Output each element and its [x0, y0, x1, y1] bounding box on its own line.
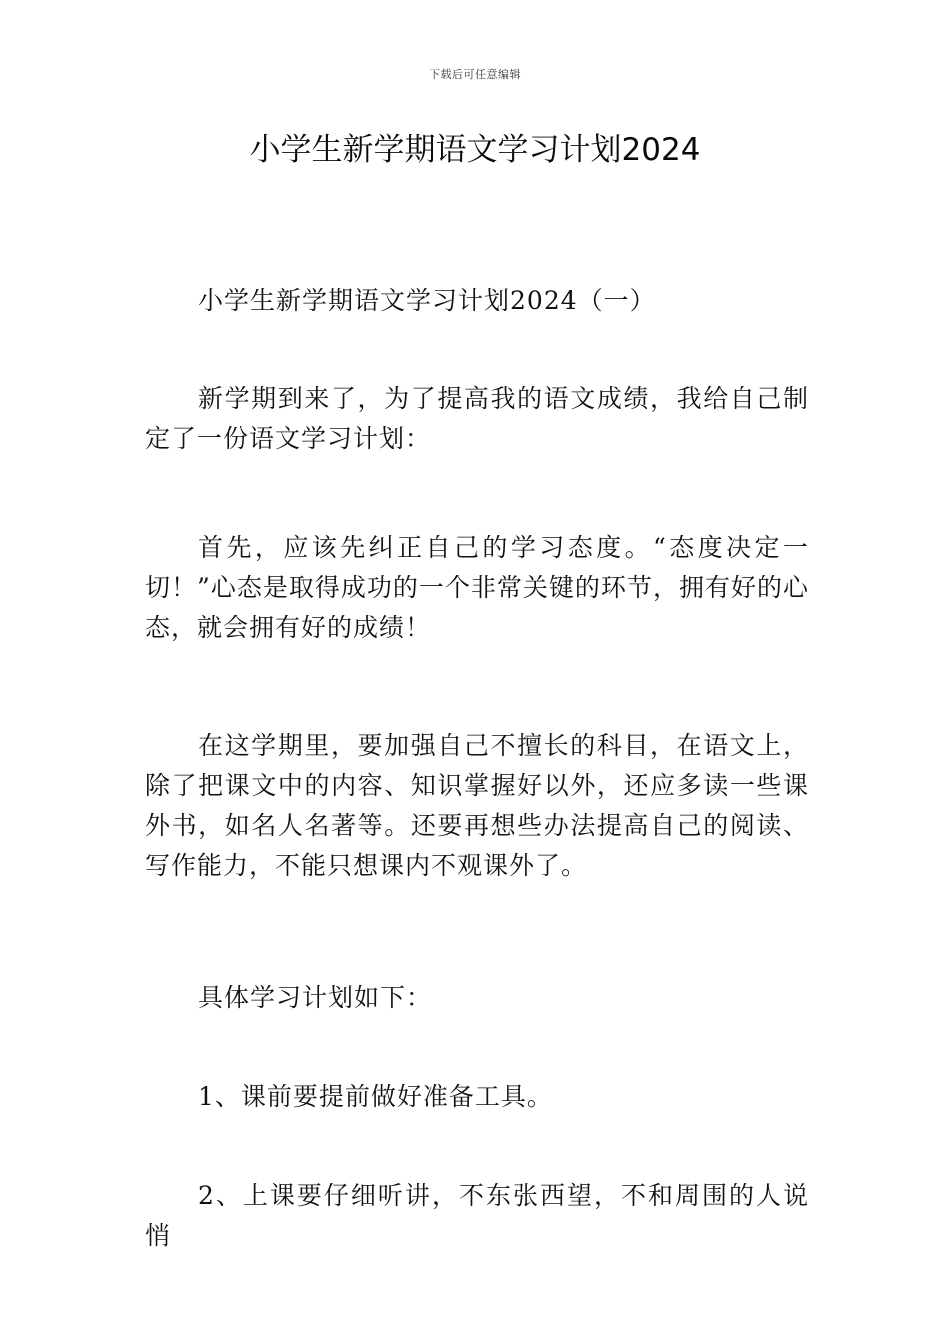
list-item-2: 2、上课要仔细听讲，不东张西望，不和周围的人说悄 — [145, 1181, 809, 1250]
paragraph-attitude: 首先，应该先纠正自己的学习态度。“态度决定一切！”心态是取得成功的一个非常关键的环节，拥有好的心态，就会拥有好的成绩！ — [145, 533, 809, 642]
paragraph-strengthen: 在这学期里，要加强自己不擅长的科目，在语文上，除了把课文中的内容、知识掌握好以外，还应多读一些课外书，如名人名著等。还要再想些办法提高自己的阅读、写作能力，不能只想课内不观课外了。 — [145, 731, 809, 880]
paragraph-intro: 新学期到来了，为了提高我的语文成绩，我给自己制定了一份语文学习计划： — [145, 384, 809, 453]
paragraph-plan-heading: 具体学习计划如下： — [198, 983, 433, 1012]
document-title: 小学生新学期语文学习计划2024 — [249, 132, 701, 168]
list-item-1: 1、课前要提前做好准备工具。 — [198, 1082, 553, 1111]
section-subtitle: 小学生新学期语文学习计划2024（一） — [198, 286, 656, 315]
header-note: 下载后可任意编辑 — [429, 68, 521, 81]
